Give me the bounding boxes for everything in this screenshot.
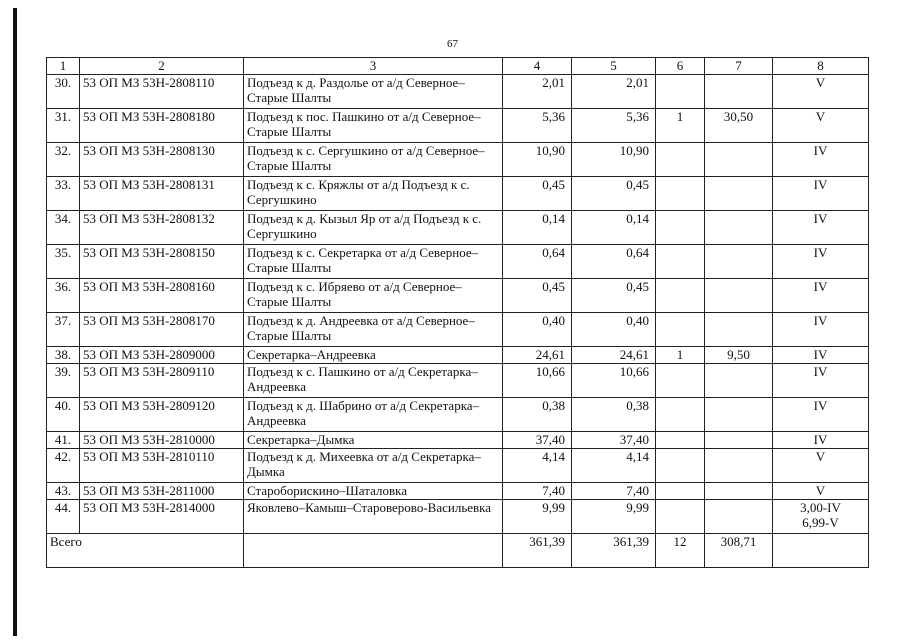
row-number: 43. <box>47 483 80 500</box>
road-class <box>773 245 869 279</box>
col5-value: 0,40 <box>572 313 656 347</box>
col5-value: 0,64 <box>572 245 656 279</box>
road-class-value: V <box>815 75 826 90</box>
road-name: Подъезд к д. Михеевка от а/д Секретарка–Дымка <box>244 449 503 483</box>
total-row <box>47 534 869 568</box>
total-label: Всего <box>47 534 244 568</box>
column-header-2: 2 <box>80 58 244 75</box>
column-header-5: 5 <box>572 58 656 75</box>
col6-value: 1 <box>656 109 705 143</box>
road-class <box>773 109 869 143</box>
col7-value <box>705 500 773 534</box>
table-body <box>47 75 869 534</box>
road-class <box>773 313 869 347</box>
col7-value <box>705 313 773 347</box>
col6-value <box>656 449 705 483</box>
column-header-6: 6 <box>656 58 705 75</box>
road-class-value: IV <box>813 313 828 328</box>
col7-value <box>705 177 773 211</box>
row-number: 33. <box>47 177 80 211</box>
total-empty-cell <box>244 534 503 568</box>
col5-value: 9,99 <box>572 500 656 534</box>
col4-value: 0,64 <box>503 245 572 279</box>
col7-value <box>705 449 773 483</box>
roads-table <box>46 57 869 568</box>
road-class <box>773 449 869 483</box>
table-row <box>47 279 869 313</box>
row-number: 32. <box>47 143 80 177</box>
table-row <box>47 347 869 364</box>
table-row <box>47 449 869 483</box>
table-row <box>47 398 869 432</box>
road-code: 53 ОП МЗ 53Н-2809000 <box>80 347 244 364</box>
road-name: Подъезд к с. Кряжлы от а/д Подъезд к с. Сергушкино <box>244 177 503 211</box>
column-header-3: 3 <box>244 58 503 75</box>
table-row <box>47 143 869 177</box>
table-row <box>47 313 869 347</box>
table-row <box>47 177 869 211</box>
road-class-value: IV <box>813 143 828 158</box>
road-code: 53 ОП МЗ 53Н-2809110 <box>80 364 244 398</box>
col4-value: 0,38 <box>503 398 572 432</box>
road-class-value: V <box>815 483 826 498</box>
row-number: 39. <box>47 364 80 398</box>
road-code: 53 ОП МЗ 53Н-2808132 <box>80 211 244 245</box>
road-code: 53 ОП МЗ 53Н-2808110 <box>80 75 244 109</box>
row-number: 38. <box>47 347 80 364</box>
col7-value <box>705 398 773 432</box>
col7-value <box>705 245 773 279</box>
road-class <box>773 279 869 313</box>
col5-value: 4,14 <box>572 449 656 483</box>
road-class <box>773 483 869 500</box>
col4-value: 4,14 <box>503 449 572 483</box>
road-class-value: IV <box>813 432 828 447</box>
road-name: Подъезд к д. Раздолье от а/д Северное–Старые Шалты <box>244 75 503 109</box>
road-class-value: 6,99-V <box>802 515 839 530</box>
road-code: 53 ОП МЗ 53Н-2808180 <box>80 109 244 143</box>
col7-value: 9,50 <box>705 347 773 364</box>
road-class-value: IV <box>813 245 828 260</box>
road-class-value: 3,00-IV <box>800 500 841 515</box>
road-class-value: IV <box>813 347 828 362</box>
total-col8 <box>773 534 869 568</box>
row-number: 42. <box>47 449 80 483</box>
road-code: 53 ОП МЗ 53Н-2811000 <box>80 483 244 500</box>
col5-value: 37,40 <box>572 432 656 449</box>
road-name: Подъезд к д. Кызыл Яр от а/д Подъезд к с. Сергушкино <box>244 211 503 245</box>
road-code: 53 ОП МЗ 53Н-2808131 <box>80 177 244 211</box>
col6-value <box>656 245 705 279</box>
table-row <box>47 364 869 398</box>
col4-value: 37,40 <box>503 432 572 449</box>
col4-value: 0,40 <box>503 313 572 347</box>
table-row <box>47 500 869 534</box>
road-class-value: IV <box>813 211 828 226</box>
table-row <box>47 483 869 500</box>
col6-value <box>656 211 705 245</box>
road-code: 53 ОП МЗ 53Н-2808170 <box>80 313 244 347</box>
total-col7: 308,71 <box>705 534 773 568</box>
col6-value <box>656 398 705 432</box>
road-class <box>773 211 869 245</box>
scan-border-line <box>13 8 17 636</box>
col5-value: 2,01 <box>572 75 656 109</box>
road-code: 53 ОП МЗ 53Н-2810110 <box>80 449 244 483</box>
col5-value: 5,36 <box>572 109 656 143</box>
road-code: 53 ОП МЗ 53Н-2808130 <box>80 143 244 177</box>
road-code: 53 ОП МЗ 53Н-2808150 <box>80 245 244 279</box>
road-name: Подъезд к д. Шабрино от а/д Секретарка–Андреевка <box>244 398 503 432</box>
col6-value <box>656 279 705 313</box>
road-name: Подъезд к д. Андреевка от а/д Северное– Старые Шалты <box>244 313 503 347</box>
col4-value: 24,61 <box>503 347 572 364</box>
col4-value: 5,36 <box>503 109 572 143</box>
row-number: 30. <box>47 75 80 109</box>
road-name: Староборискино–Шаталовка <box>244 483 503 500</box>
table-row <box>47 432 869 449</box>
road-name: Подъезд к с. Ибряево от а/д Северное–Старые Шалты <box>244 279 503 313</box>
col4-value: 9,99 <box>503 500 572 534</box>
road-name: Подъезд к с. Сергушкино от а/д Северное–Старые Шалты <box>244 143 503 177</box>
header-row <box>47 58 869 75</box>
road-name: Подъезд к с. Пашкино от а/д Секретарка–Андреевка <box>244 364 503 398</box>
col5-value: 7,40 <box>572 483 656 500</box>
col6-value <box>656 177 705 211</box>
col7-value: 30,50 <box>705 109 773 143</box>
col4-value: 7,40 <box>503 483 572 500</box>
column-header-8: 8 <box>773 58 869 75</box>
road-class-value: IV <box>813 177 828 192</box>
column-header-4: 4 <box>503 58 572 75</box>
col7-value <box>705 364 773 398</box>
col5-value: 0,45 <box>572 279 656 313</box>
col7-value <box>705 432 773 449</box>
road-class <box>773 500 869 534</box>
total-col6: 12 <box>656 534 705 568</box>
col5-value: 0,45 <box>572 177 656 211</box>
road-code: 53 ОП МЗ 53Н-2814000 <box>80 500 244 534</box>
road-class <box>773 177 869 211</box>
col4-value: 10,90 <box>503 143 572 177</box>
col7-value <box>705 75 773 109</box>
col6-value <box>656 75 705 109</box>
col4-value: 0,14 <box>503 211 572 245</box>
col5-value: 24,61 <box>572 347 656 364</box>
col6-value <box>656 313 705 347</box>
col7-value <box>705 211 773 245</box>
road-code: 53 ОП МЗ 53Н-2809120 <box>80 398 244 432</box>
road-class-value: V <box>815 109 826 124</box>
col7-value <box>705 279 773 313</box>
row-number: 34. <box>47 211 80 245</box>
road-class-value: IV <box>813 398 828 413</box>
road-name: Секретарка–Дымка <box>244 432 503 449</box>
col5-value: 10,90 <box>572 143 656 177</box>
col5-value: 0,14 <box>572 211 656 245</box>
row-number: 37. <box>47 313 80 347</box>
col7-value <box>705 143 773 177</box>
table-row <box>47 109 869 143</box>
col6-value <box>656 432 705 449</box>
road-name: Секретарка–Андреевка <box>244 347 503 364</box>
page-number: 67 <box>447 38 458 50</box>
total-col4: 361,39 <box>503 534 572 568</box>
road-code: 53 ОП МЗ 53Н-2810000 <box>80 432 244 449</box>
road-name: Подъезд к пос. Пашкино от а/д Северное–Старые Шалты <box>244 109 503 143</box>
col6-value <box>656 364 705 398</box>
road-name: Яковлево–Камыш–Староверово-Васильевка <box>244 500 503 534</box>
road-class <box>773 143 869 177</box>
road-class <box>773 347 869 364</box>
road-class <box>773 398 869 432</box>
col6-value: 1 <box>656 347 705 364</box>
road-name: Подъезд к с. Секретарка от а/д Северное–Старые Шалты <box>244 245 503 279</box>
column-header-1: 1 <box>47 58 80 75</box>
col5-value: 0,38 <box>572 398 656 432</box>
road-code: 53 ОП МЗ 53Н-2808160 <box>80 279 244 313</box>
road-class-value: V <box>815 449 826 464</box>
table-row <box>47 75 869 109</box>
table-row <box>47 211 869 245</box>
table-header <box>47 58 869 75</box>
road-class <box>773 432 869 449</box>
table-row <box>47 245 869 279</box>
row-number: 40. <box>47 398 80 432</box>
col5-value: 10,66 <box>572 364 656 398</box>
col6-value <box>656 143 705 177</box>
column-header-7: 7 <box>705 58 773 75</box>
col4-value: 0,45 <box>503 177 572 211</box>
row-number: 35. <box>47 245 80 279</box>
col4-value: 2,01 <box>503 75 572 109</box>
col6-value <box>656 500 705 534</box>
col4-value: 10,66 <box>503 364 572 398</box>
row-number: 31. <box>47 109 80 143</box>
col4-value: 0,45 <box>503 279 572 313</box>
col6-value <box>656 483 705 500</box>
total-col5: 361,39 <box>572 534 656 568</box>
table-footer <box>47 534 869 568</box>
row-number: 36. <box>47 279 80 313</box>
road-class-value: IV <box>813 279 828 294</box>
road-class <box>773 364 869 398</box>
row-number: 41. <box>47 432 80 449</box>
road-class-value: IV <box>813 364 828 379</box>
row-number: 44. <box>47 500 80 534</box>
road-class <box>773 75 869 109</box>
col7-value <box>705 483 773 500</box>
